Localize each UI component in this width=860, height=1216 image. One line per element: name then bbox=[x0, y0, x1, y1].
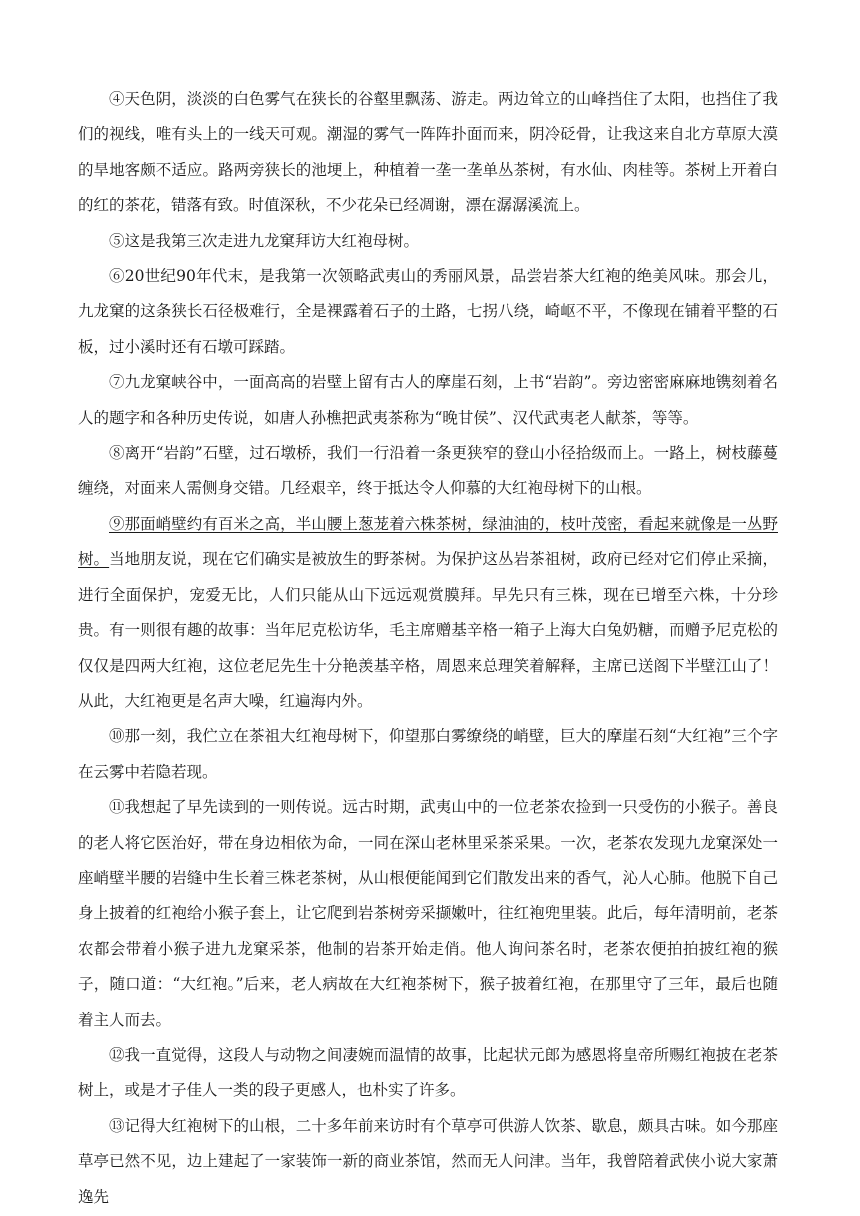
paragraph-13: ⑬记得大红袍树下的山根，二十多年前来访时有个草亭可供游人饮茶、歇息，颇具古味。如今那座草亭已然不见，边上建起了一家装饰一新的商业茶馆，然而无人问津。当年，我曾陪着武侠小说大家萧逸先 bbox=[78, 1116, 778, 1206]
paragraph-7: ⑦九龙窠峡谷中，一面高高的岩壁上留有古人的摩崖石刻，上书“岩韵”。旁边密密麻麻地镌刻着名人的题字和各种历史传说，如唐人孙樵把武夷茶称为“晚甘侯”、汉代武夷老人献茶，等等。 bbox=[78, 373, 778, 427]
paragraph-10: ⑩那一刻，我伫立在茶祖大红袍母树下，仰望那白雾缭绕的峭壁，巨大的摩崖石刻“大红袍”三个字在云雾中若隐若现。 bbox=[78, 727, 778, 781]
paragraph-9-rest: 当地朋友说，现在它们确实是被放生的野茶树。为保护这丛岩茶祖树，政府已经对它们停止采摘，进行全面保护，宠爱无比，人们只能从山下远远观赏膜拜。早先只有三株，现在已增至六株，十分珍贵。有一则很有趣的故事：当年尼克松访华，毛主席赠基辛格一箱子上海大白兔奶糖，而赠予尼克松的仅仅是四两大红袍，这位老尼先生十分艳羡基辛格，周恩来总理笑着解释，主席已送阁下半壁江山了！从此，大红袍更是名声大噪，红遍海内外。 bbox=[78, 550, 778, 710]
paragraph-5: ⑤这是我第三次走进九龙窠拜访大红袍母树。 bbox=[109, 231, 420, 250]
paragraph-9 bbox=[78, 507, 778, 719]
document-body bbox=[78, 82, 778, 1215]
paragraph-12: ⑫我一直觉得，这段人与动物之间凄婉而温情的故事，比起状元郎为感恩将皇帝所赐红袍披在老茶树上，或是才子佳人一类的段子更感人，也朴实了许多。 bbox=[78, 1045, 778, 1100]
paragraph-6: ⑥20世纪90年代末，是我第一次领略武夷山的秀丽风景，品尝岩茶大红袍的绝美风味。那会儿，九龙窠的这条狭长石径极难行，全是裸露着石子的土路，七拐八绕，崎岖不平，不像现在铺着平整的石板，过小溪时还有石墩可踩踏。 bbox=[78, 267, 778, 356]
paragraph-11: ⑪我想起了早先读到的一则传说。远古时期，武夷山中的一位老茶农捡到一只受伤的小猴子。善良的老人将它医治好，带在身边相依为命，一同在深山老林里采茶采果。一次，老茶农发现九龙窠深处一座峭壁半腰的岩缝中生长着三株老茶树，从山根便能闻到它们散发出来的香气，沁人心肺。他脱下自己身上披着的红袍给小猴子套上，让它爬到岩茶树旁采撷嫩叶，往红袍兜里装。此后，每年清明前，老茶农都会带着小猴子进九龙窠采茶，他制的岩茶开始走俏。他人询问茶名时，老茶农便拍拍披红袍的猴子，随口道：“大红袍。”后来，老人病故在大红袍茶树下，猴子披着红袍，在那里守了三年，最后也随着主人而去。 bbox=[78, 798, 778, 1029]
paragraph-4: ④天色阴，淡淡的白色雾气在狭长的谷壑里飘荡、游走。两边耸立的山峰挡住了太阳，也挡住了我们的视线，唯有头上的一线天可观。潮湿的雾气一阵阵扑面而来，阴冷砭骨，让我这来自北方草原大漠的旱地客颇不适应。路两旁狭长的池埂上，种植着一垄一垄单丛茶树，有水仙、肉桂等。茶树上开着白的红的茶花，错落有致。时值深秋，不少花朵已经凋谢，漂在潺潺溪流上。 bbox=[78, 90, 778, 215]
underlined-sentence: ⑨那面峭壁约有百米之高，半山腰上葱茏着六株茶树，绿油油的，枝叶茂密，看起来就像是一丛野树。 bbox=[78, 514, 778, 569]
paragraph-8: ⑧离开“岩韵”石壁，过石墩桥，我们一行沿着一条更狭窄的登山小径拾级而上。一路上，树枝藤蔓缠绕，对面来人需侧身交错。几经艰辛，终于抵达令人仰慕的大红袍母树下的山根。 bbox=[78, 444, 778, 498]
